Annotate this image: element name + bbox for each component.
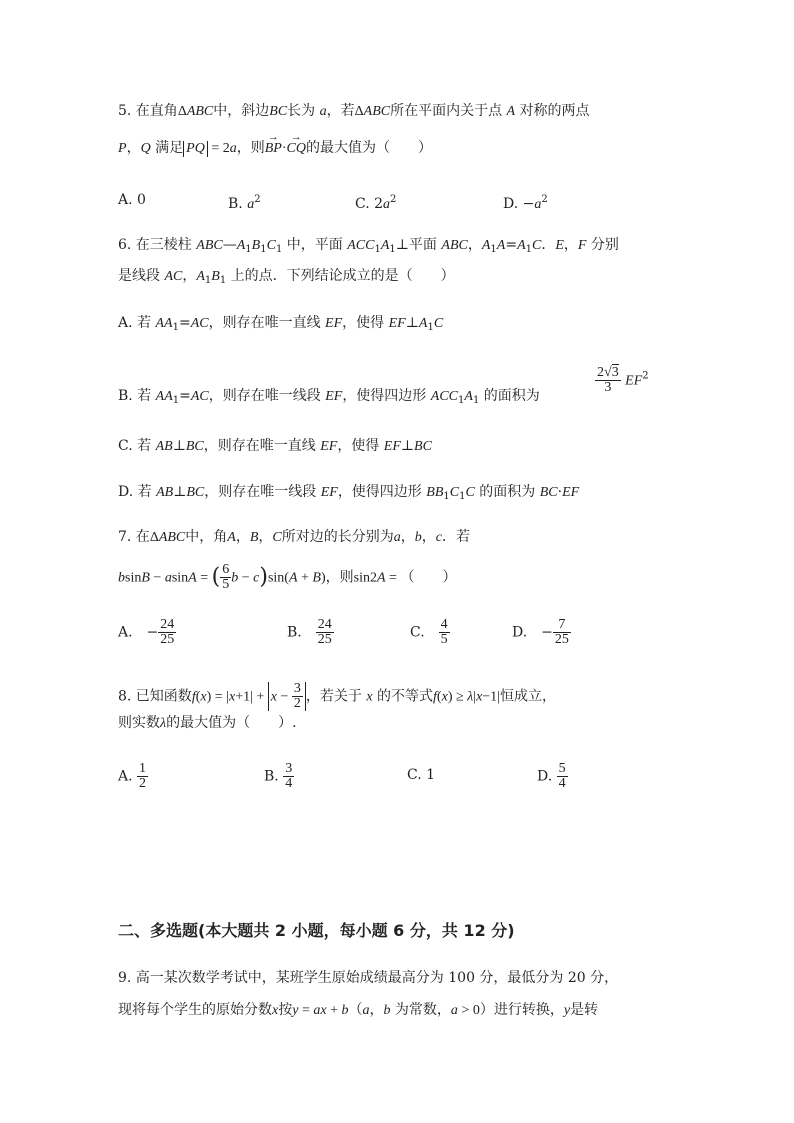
q5-option-a: A. 0 bbox=[118, 192, 146, 208]
q7-option-a: A. − $\frac{24}{25}$ bbox=[118, 617, 175, 647]
q8-line2: 则实数λ的最大值为（ ）. bbox=[118, 715, 297, 731]
section-heading: 二、多选题(本大题共 2 小题，每小题 6 分，共 12 分) bbox=[118, 921, 515, 940]
q5-line1: 5. 在直角ΔABC中，斜边BC长为 a，若ΔABC所在平面内关于点 A 对称的两点 bbox=[118, 103, 590, 119]
q5-option-c: C. $2a^2$ bbox=[355, 194, 397, 212]
q6-option-d: D. 若 AB⊥BC，则存在唯一线段 EF，使得四边形 $BB_1C_1C$ 的面积为 BC·EF bbox=[118, 484, 580, 502]
q8-option-a: A. $\frac{1}{2}$ bbox=[118, 761, 147, 791]
q7-option-c: C. $\frac{4}{5}$ bbox=[410, 617, 448, 647]
q6-option-b-fraction: $\frac{2√3}{3}$ $EF^2$ bbox=[597, 365, 649, 395]
q6-option-c: C. 若 AB⊥BC，则存在唯一直线 EF，使得 EF⊥BC bbox=[118, 438, 432, 454]
q5-option-b: B. $a^2$ bbox=[228, 194, 261, 212]
q6-line1: 6. 在三棱柱 $ABC—A_1B_1C_1$ 中，平面 $ACC_1A_1\perp$平面 ABC，$A_1A=A_1C$．E，F 分别 bbox=[118, 237, 619, 255]
q9-line1: 9. 高一某次数学考试中，某班学生原始成绩最高分为 100 分，最低分为 20 分， bbox=[118, 970, 619, 986]
q7-line1: 7. 在ΔABC中，角A，B，C所对边的长分别为a，b，c．若 bbox=[118, 529, 470, 545]
q5-line2: P，Q 满足 PQ = 2a，则→ BP·→ CQ的最大值为（ ） bbox=[118, 138, 432, 159]
q8-line1: 8. 已知函数f(x) = |x+1| + x − $\frac{3}{2}$ ，若关于 x 的不等式f(x) ≥ λ|x−1|恒成立， bbox=[118, 681, 556, 711]
q6-option-a: A. 若 $AA_1=AC$，则存在唯一直线 EF，使得 $EF\perp A_1C$ bbox=[118, 315, 444, 333]
q6-option-b: B. 若 $AA_1=AC$，则存在唯一线段 EF，使得四边形 $ACC_1A_1$ 的面积为 bbox=[118, 388, 540, 406]
q7-option-b: B. $\frac{24}{25}$ bbox=[287, 617, 332, 647]
q8-option-c: C. 1 bbox=[407, 767, 436, 783]
q7-option-d: D. − $\frac{7}{25}$ bbox=[512, 617, 569, 647]
q8-option-d: D. $\frac{5}{4}$ bbox=[537, 761, 566, 791]
q9-line2: 现将每个学生的原始分数x按y = ax + b（a，b 为常数，a > 0）进行转换，y是转 bbox=[118, 1002, 599, 1018]
q5-option-d: D. $-a^2$ bbox=[503, 194, 548, 212]
q7-line2: bsinB − asinA = ( $\frac{6}{5}$ b − c)sin(A + B)，则sin2A = （ ） bbox=[118, 562, 457, 592]
q8-option-b: B. $\frac{3}{4}$ bbox=[264, 761, 293, 791]
q6-line2: 是线段 AC，$A_1B_1$ 上的点．下列结论成立的是（ ） bbox=[118, 268, 455, 286]
